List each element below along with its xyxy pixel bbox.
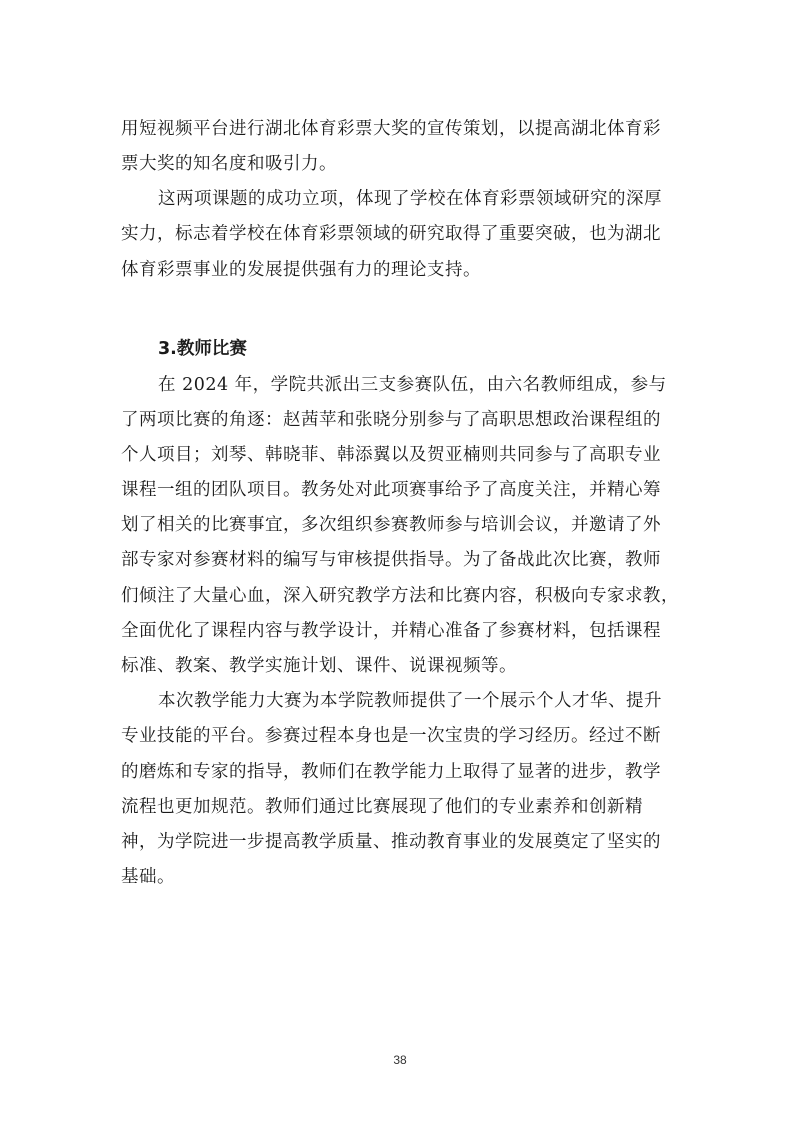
section-heading: 3.教师比赛 (158, 339, 247, 359)
paragraph-line: 课程一组的团队项目。教务处对此项赛事给予了高度关注，并精心筹 (121, 480, 661, 500)
paragraph-line: 流程也更加规范。教师们通过比赛展现了他们的专业素养和创新精 (121, 797, 643, 817)
paragraph-line: 了两项比赛的角逐：赵茜苹和张晓分别参与了高职思想政治课程组的 (121, 410, 661, 430)
paragraph-line: 实力，标志着学校在体育彩票领域的研究取得了重要突破，也为湖北 (121, 224, 661, 244)
paragraph-line: 个人项目；刘琴、韩晓菲、韩添翼以及贺亚楠则共同参与了高职专业 (121, 445, 661, 465)
page-number: 38 (393, 1053, 407, 1067)
paragraph-line: 在 2024 年，学院共派出三支参赛队伍，由六名教师组成，参与 (158, 375, 667, 395)
paragraph-line: 神，为学院进一步提高教学质量、推动教育事业的发展奠定了坚实的 (121, 832, 661, 852)
paragraph-line: 们倾注了大量心血，深入研究教学方法和比赛内容，积极向专家求教， (121, 586, 679, 606)
paragraph-line: 体育彩票事业的发展提供强有力的理论支持。 (121, 260, 481, 280)
paragraph-line: 票大奖的知名度和吸引力。 (121, 154, 337, 174)
paragraph-line: 的磨炼和专家的指导，教师们在教学能力上取得了显著的进步，教学 (121, 762, 661, 782)
paragraph-line: 部专家对参赛材料的编写与审核提供指导。为了备战此次比赛，教师 (121, 550, 661, 570)
paragraph-line: 用短视频平台进行湖北体育彩票大奖的宣传策划，以提高湖北体育彩 (121, 119, 661, 139)
paragraph-line: 基础。 (121, 867, 175, 887)
paragraph-line: 这两项课题的成功立项，体现了学校在体育彩票领域研究的深厚 (158, 189, 662, 209)
paragraph-line: 全面优化了课程内容与教学设计，并精心准备了参赛材料，包括课程 (121, 621, 661, 641)
paragraph-line: 标准、教案、教学实施计划、课件、说课视频等。 (121, 656, 517, 676)
paragraph-line: 本次教学能力大赛为本学院教师提供了一个展示个人才华、提升 (158, 691, 662, 711)
paragraph-line: 划了相关的比赛事宜，多次组织参赛教师参与培训会议，并邀请了外 (121, 515, 661, 535)
paragraph-line: 专业技能的平台。参赛过程本身也是一次宝贵的学习经历。经过不断 (121, 726, 661, 746)
